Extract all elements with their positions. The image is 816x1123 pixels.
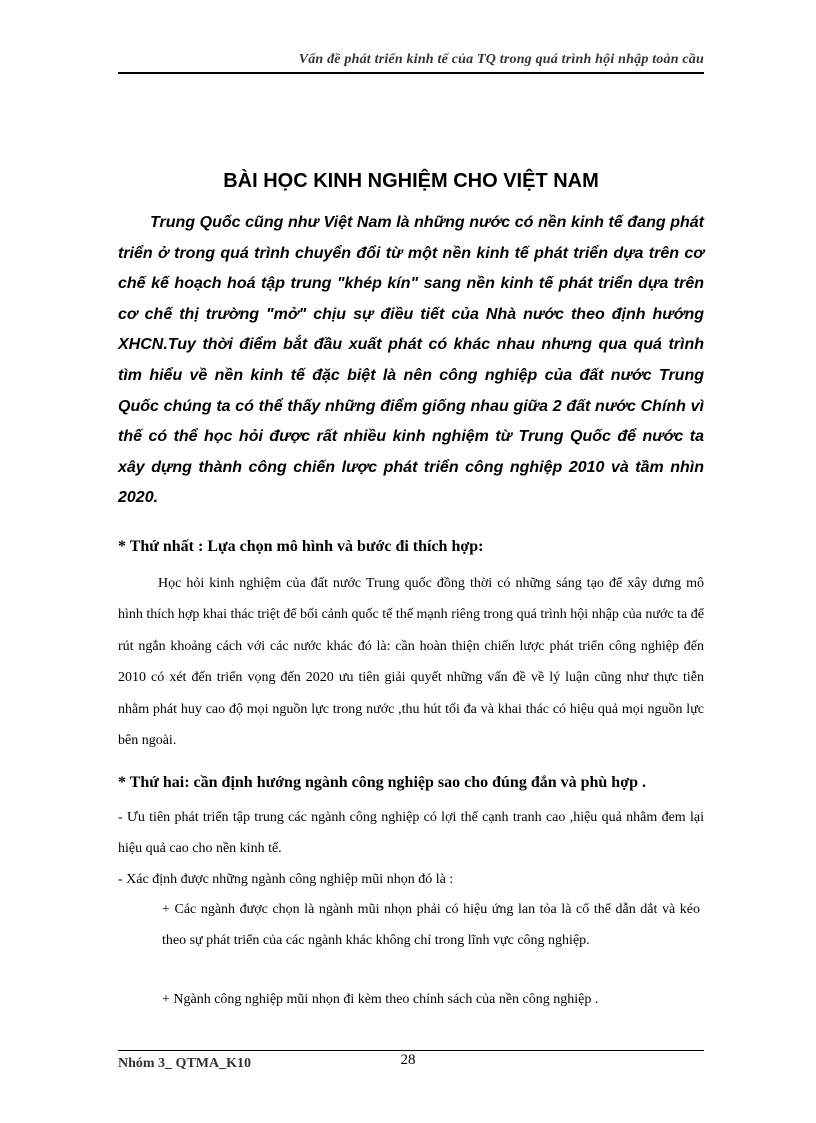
page-number: 28: [400, 1052, 416, 1068]
intro-paragraph: Trung Quốc cũng như Việt Nam là những nước có nền kinh tế đang phát triển ở trong quá trình chuyển đổi từ một nền kinh tế phát triển dựa trên cơ chế kế hoạch hoá tập trung "khép kín" sang nền kinh tế phát triển dựa trên cơ chế thị trường "mở" chịu sự điều tiết của Nhà nước theo định hướng XHCN.Tuy thời điểm bắt đầu xuất phát có khác nhau nhưng qua quá trình tìm hiểu về nền kinh tế đặc biệt là nên công nghiệp của đất nước Trung Quốc chúng ta có thể thấy những điểm giống nhau giữa 2 đất nước Chính vì thế có thể học hỏi được rất nhiều kinh nghiệm từ Trung Quốc để nước ta xây dựng thành công chiến lược phát triển công nghiệp 2010 và tầm nhìn 2020.: [118, 214, 704, 507]
section-2-item-1: - Ưu tiên phát triển tập trung các ngành công nghiệp có lợi thế cạnh tranh cao ,hiệu quả nhằm đem lại hiệu quả cao cho nền kinh tế.: [118, 810, 704, 857]
footer-divider: [118, 1050, 704, 1051]
section-1-heading: * Thứ nhất : Lựa chọn mô hình và bước đi thích hợp:: [118, 538, 484, 555]
section-2-item-2: - Xác định được những ngành công nghiệp mũi nhọn đó là :: [118, 872, 454, 887]
section-2-subitem-2: + Ngành công nghiệp mũi nhọn đi kèm theo chính sách của nền công nghiệp .: [162, 992, 599, 1007]
section-2-subitem-1: + Các ngành được chọn là ngành mũi nhọn phải có hiệu ứng lan tỏa là cổ thể dẫn dắt và kéo theo sự phát triển của các ngành khác không chỉ trong lĩnh vực công nghiệp.: [162, 902, 700, 949]
footer-group-label: Nhóm 3_ QTMA_K10: [118, 1056, 251, 1071]
header-divider: [118, 72, 704, 74]
section-1-paragraph: Học hỏi kinh nghiệm của đất nước Trung quốc đồng thời có những sáng tạo để xây dưng mô hình thích hợp khai thác triệt để bối cảnh quốc tế thế mạnh riêng trong quá trình hội nhập của nước ta để rút ngắn khoảng cách với các nước khác đó là: cần hoàn thiện chiến lược phát triển công nghiệp đến 2010 có xét đến triển vọng đến 2020 ưu tiên giải quyết những vấn đề về lý luận cũng như thực tiễn nhằm phát huy cao độ mọi nguồn lực trong nước ,thu hút tối đa và khai thác có hiệu quả mọi nguồn lực bên ngoài.: [118, 576, 704, 749]
section-2-heading: * Thứ hai: cần định hướng ngành công nghiệp sao cho đúng đắn và phù hợp .: [118, 774, 646, 791]
running-header: Vấn đề phát triển kinh tế của TQ trong quá trình hội nhập toàn cầu: [298, 52, 704, 67]
page-title: BÀI HỌC KINH NGHIỆM CHO VIỆT NAM: [223, 170, 599, 192]
